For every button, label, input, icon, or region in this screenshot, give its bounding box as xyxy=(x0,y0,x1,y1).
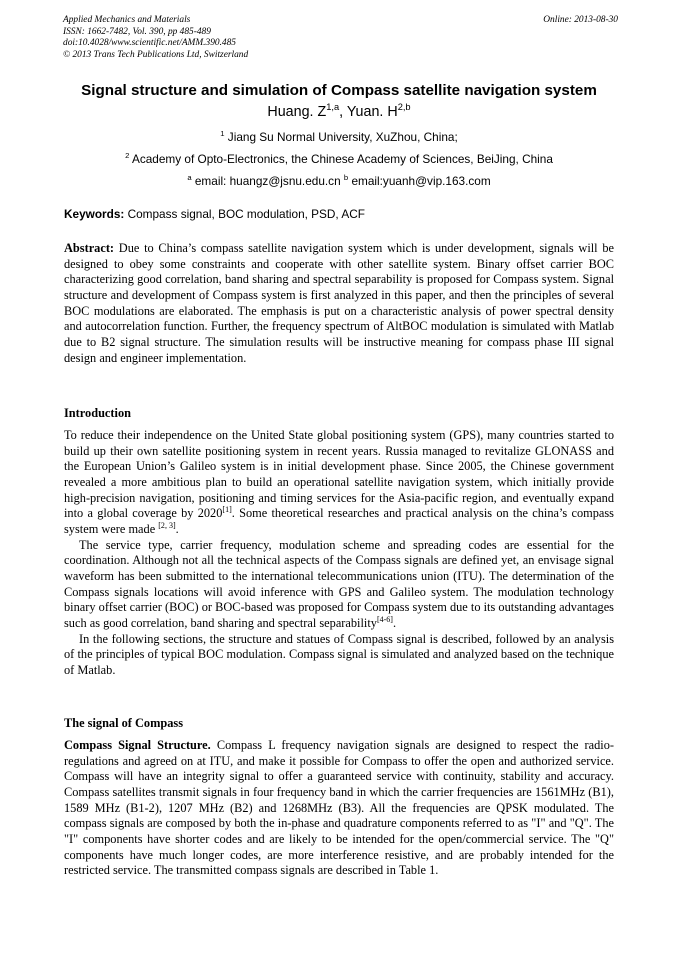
abstract xyxy=(64,241,614,366)
signal-subheading: Compass Signal Structure. xyxy=(64,738,211,752)
abstract-text: Due to China’s compass satellite navigation system which is under development, signals will be designed to obey some constraints and cooperate with other satellite system. Binary offset carrier BOC characterizing good correlation, band sharing and spectral separability is proposed for Compass system. Signal structure and development of Compass system is first analyzed in this paper, and then the principles of several BOC modulations are elaborated. The emphasis is put on a characteristic analysis of power spectral density and autocorrelation function. Further, the frequency spectrum of AltBOC modulation is simulated with Matlab due to B2 signal structure. The simulation results will be instructive meaning for compass phase III signal design and engineer implementation. xyxy=(64,241,614,365)
intro-p1-mid: . Some theoretical researches and practical analysis on the china’s compass system were made xyxy=(64,506,614,536)
journal-header xyxy=(63,15,618,61)
email-b: email:yuanh@vip.163.com xyxy=(348,174,491,188)
author-separator: , xyxy=(339,104,347,120)
signal-text: Compass L frequency navigation signals are designed to respect the radio-regulations and agreed on at ITU, and make it possible for Compass to offer the open and authorized service. Compass will have an integrity signal to offer a guaranteed service with continuity, stability and accuracy. Compass satellites transmit signals in four frequency band in which the carrier frequencies are 1561MHz (B1), 1589 MHz (B1-2), 1207 MHz (B2) and 1268MHz (B3). All the frequencies are QPSK modulated. The compass signals are composed by both the in-phase and quadrature components referred to as "I" and "Q". The "I" components have shorter codes and are likely to be intended for the open/commercial service. The "Q" components have much longer codes, are more interference resistive, and are probably intended for the restricted service. The transmitted compass signals are described in Table 1. xyxy=(64,738,614,878)
intro-p2-end: . xyxy=(392,615,397,630)
copyright-line: © 2013 Trans Tech Publications Ltd, Switzerland xyxy=(63,49,249,60)
introduction-heading: Introduction xyxy=(64,406,131,420)
author-2-sup: 2,b xyxy=(397,102,411,113)
email-line xyxy=(0,174,678,188)
issn-line: ISSN: 1662-7482, Vol. 390, pp 485-489 xyxy=(63,26,211,37)
signal-body xyxy=(64,738,614,879)
affiliation-2-sup: 2 xyxy=(125,151,130,161)
doi-line: doi:10.4028/www.scientific.net/AMM.390.485 xyxy=(63,38,236,49)
keywords xyxy=(64,207,365,221)
author-1: Huang. Z xyxy=(267,104,327,120)
author-line xyxy=(0,104,678,120)
introduction-body xyxy=(64,428,614,679)
signal-heading: The signal of Compass xyxy=(64,716,184,730)
affiliation-1-sup: 1 xyxy=(220,129,225,139)
keywords-text: Compass signal, BOC modulation, PSD, ACF xyxy=(124,207,365,221)
intro-paragraph-3: In the following sections, the structure and statues of Compass signal is described, followed by an analysis of the principles of typical BOC modulation. Compass signal is simulated and analyzed based on the technique of Matlab. xyxy=(64,631,614,677)
abstract-label: Abstract: xyxy=(64,241,115,255)
author-1-sup: 1,a xyxy=(326,102,340,113)
ref-4-6: [4-6] xyxy=(376,614,393,624)
journal-name: Applied Mechanics and Materials xyxy=(63,15,191,25)
intro-p2-text: The service type, carrier frequency, modulation scheme and spreading codes are essential for the coordination. Although not all the technical aspects of the Compass signals are defined yet, an envisage signal waveform has been submitted to the international telecommunications union (ITU). The determination of the Compass signals locations will avoid inference with GPS and Galileo system. The modulation technology binary offset carrier (BOC) or BOC-based was proposed for Compass system due to its outstanding advantages such as good correlation, band sharing and spectral separability xyxy=(64,537,614,630)
email-b-sup: b xyxy=(343,173,349,183)
email-a: email: huangz@jsnu.edu.cn xyxy=(191,174,344,188)
keywords-label: Keywords: xyxy=(64,207,125,221)
intro-paragraph-2 xyxy=(64,538,614,632)
intro-p1-end: . xyxy=(175,521,179,536)
online-date: Online: 2013-08-30 xyxy=(543,15,618,25)
author-2: Yuan. H xyxy=(346,104,398,120)
affiliation-1-text: Jiang Su Normal University, XuZhou, China; xyxy=(224,130,458,144)
affiliation-2-text: Academy of Opto-Electronics, the Chinese Academy of Sciences, BeiJing, China xyxy=(129,152,553,166)
ref-2-3: [2, 3] xyxy=(158,520,176,530)
intro-paragraph-1 xyxy=(64,428,614,538)
affiliation-2 xyxy=(0,152,678,166)
intro-p1-text: To reduce their independence on the United State global positioning system (GPS), many countries started to build up their own satellite positioning system in recent years. Russia managed to revitalize GLONASS and the European Union’s Galileo system is in initial development phase. Since 2005, the Chinese government revealed a more ambitious plan to build an operational satellite navigation system, which initially provide high-precision navigation, positioning and timing services for the Asia-pacific region, and eventually expand into a global coverage by 2020 xyxy=(64,428,614,521)
paper-title: Signal structure and simulation of Compass satellite navigation system xyxy=(81,82,597,99)
affiliation-1 xyxy=(0,130,678,144)
email-a-sup: a xyxy=(187,173,192,183)
ref-1: [1] xyxy=(222,505,232,515)
